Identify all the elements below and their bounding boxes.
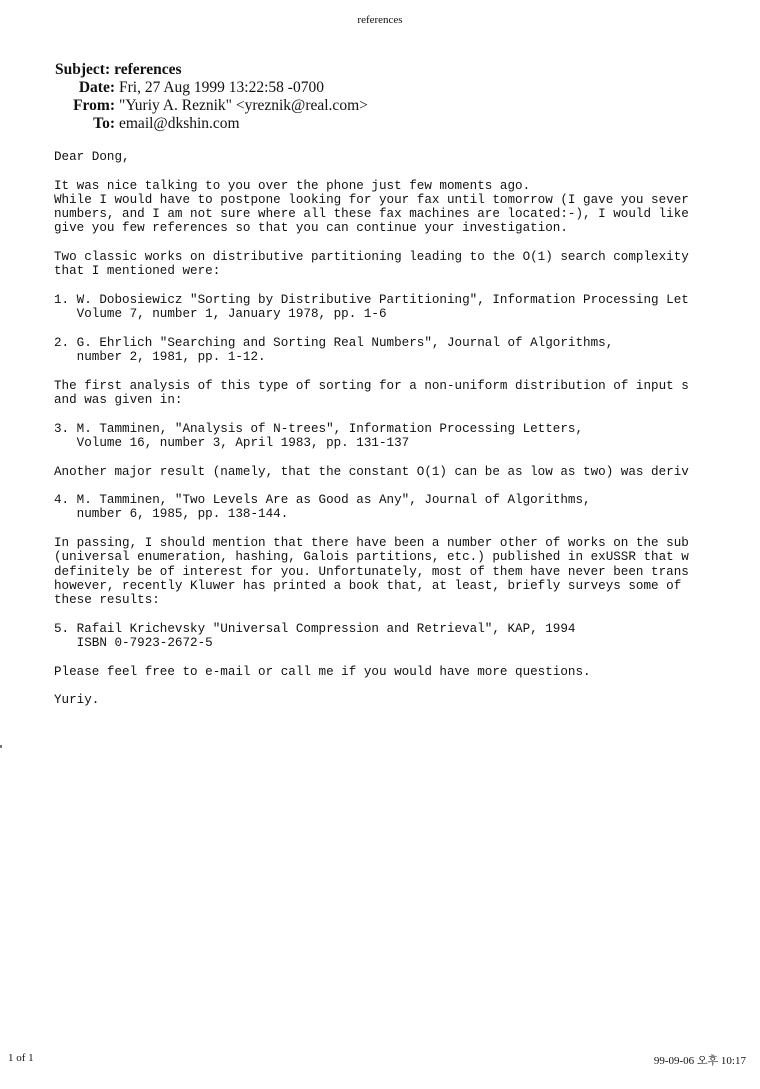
body-line: definitely be of interest for you. Unfortunately, most of them have never been trans [54,564,689,579]
page-title: references [357,14,403,26]
body-line [54,407,708,421]
subject-value: references [114,61,182,78]
body-line: Volume 16, number 3, April 1983, pp. 131-137 [54,435,410,450]
body-line: these results: [54,593,160,608]
from-row [55,97,368,115]
subject-row [55,61,368,79]
body-line: The first analysis of this type of sorting for a non-uniform distribution of input s [54,378,689,393]
body-line: 5. Rafail Krichevsky "Universal Compression and Retrieval", KAP, 1994 [54,621,576,636]
body-line: give you few references so that you can continue your investigation. [54,221,568,236]
body-line: 2. G. Ehrlich "Searching and Sorting Real Numbers", Journal of Algorithms, [54,335,614,350]
body-line: that I mentioned were: [54,264,221,279]
body-line: Dear Dong, [54,150,130,164]
body-line [54,236,708,250]
to-row [55,115,368,133]
body-line: Two classic works on distributive partitioning leading to the O(1) search complexity [54,250,689,265]
body-line [54,679,708,693]
body-line: 3. M. Tamminen, "Analysis of N-trees", Information Processing Letters, [54,421,584,436]
body-line: While I would have to postpone looking for your fax until tomorrow (I gave you sever [54,192,689,207]
body-line: number 6, 1985, pp. 138-144. [54,507,289,522]
date-row [55,79,368,97]
body-line: 4. M. Tamminen, "Two Levels Are as Good as Any", Journal of Algorithms, [54,493,591,508]
email-body [54,150,708,708]
body-line: numbers, and I am not sure where all these fax machines are located:-), I would like [54,207,689,222]
body-line [54,364,708,378]
body-line [54,608,708,622]
body-line: number 2, 1981, pp. 1-12. [54,350,266,365]
date-label: Date: [78,79,115,96]
body-line: In passing, I should mention that there have been a number other of works on the sub [54,536,689,551]
body-line: and was given in: [54,393,183,408]
scan-artifact [0,745,2,748]
body-line [54,322,708,336]
body-line [54,279,708,293]
body-line: Volume 7, number 1, January 1978, pp. 1-6 [54,307,387,322]
body-line [54,164,708,178]
body-line: It was nice talking to you over the phone just few moments ago. [54,178,531,193]
from-value: "Yuriy A. Reznik" <yreznik@real.com> [119,97,368,114]
from-label: From: [73,97,115,114]
email-header [55,61,368,133]
body-line [54,450,708,464]
body-line: ISBN 0-7923-2672-5 [54,636,213,651]
body-line: Another major result (namely, that the constant O(1) can be as low as two) was deriv [54,464,689,479]
body-line: however, recently Kluwer has printed a book that, at least, briefly surveys some of [54,578,682,593]
body-line: Please feel free to e-mail or call me if you would have more questions. [54,664,591,679]
body-line: 1. W. Dobosiewicz "Sorting by Distributive Partitioning", Information Processing Let [54,292,689,307]
subject-label: Subject: [55,61,111,78]
to-value: email@dkshin.com [119,115,240,132]
body-line [54,650,708,664]
body-line: (universal enumeration, hashing, Galois partitions, etc.) published in exUSSR that w [54,550,689,565]
body-line [54,479,708,493]
to-label: To: [93,115,115,132]
body-line: Yuriy. [54,693,100,708]
print-timestamp: 99-09-06 오후 10:17 [653,1055,746,1067]
page-count: 1 of 1 [8,1052,34,1064]
date-value: Fri, 27 Aug 1999 13:22:58 -0700 [119,79,324,96]
body-line [54,522,708,536]
